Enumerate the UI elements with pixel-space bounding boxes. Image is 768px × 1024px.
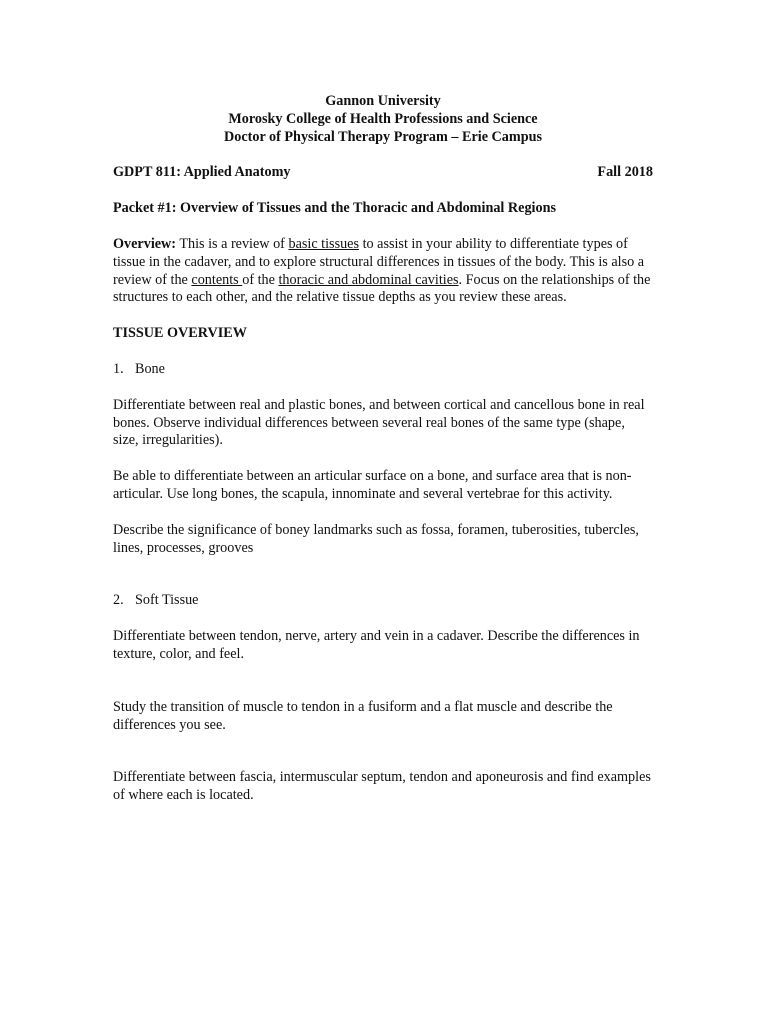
soft-tissue-number: 2. xyxy=(113,592,124,609)
overview-link-cavities: thoracic and abdominal cavities xyxy=(278,271,459,288)
overview-text-1: This is a review of xyxy=(176,235,289,252)
soft-tissue-paragraph-2: Study the transition of muscle to tendon in a fusiform and a flat muscle and describe the differences you see. xyxy=(113,698,613,733)
bone-paragraph-1: Differentiate between real and plastic bones, and between cortical and cancellous bone in real bones. Observe individual differences between several real bones of the same type (shape, size, irregularities). xyxy=(113,396,645,449)
bone-title: Bone xyxy=(135,360,165,377)
overview-text-4: . Focus on the relationships of the structures to each other, and the relative tissue depths as you review these areas. xyxy=(113,271,651,306)
overview-link-contents: contents xyxy=(191,271,243,288)
overview-text-3: of the xyxy=(242,271,279,288)
course-term: Fall 2018 xyxy=(597,164,653,181)
soft-tissue-heading xyxy=(113,592,653,610)
packet-title: Packet #1: Overview of Tissues and the Thoracic and Abdominal Regions xyxy=(113,200,556,217)
course-line xyxy=(113,164,653,182)
college-name: Morosky College of Health Professions and Science xyxy=(228,110,538,127)
bone-number: 1. xyxy=(113,360,124,377)
document-page xyxy=(113,93,653,805)
overview-paragraph xyxy=(113,236,653,307)
soft-tissue-paragraph-3: Differentiate between fascia, intermuscular septum, tendon and aponeurosis and find examples of where each is located. xyxy=(113,769,651,804)
tissue-overview-heading: TISSUE OVERVIEW xyxy=(113,325,247,342)
overview-text-2: to assist in your ability to differentiate types of tissue in the cadaver, and to explore structural differences in tissues of the body. This is also a review of the xyxy=(113,235,645,288)
bone-paragraph-2: Be able to differentiate between an articular surface on a bone, and surface area that is non-articular. Use long bones, the scapula, innominate and several vertebrae for this activity. xyxy=(113,468,632,502)
overview-label: Overview: xyxy=(113,235,177,252)
bone-heading xyxy=(113,361,653,379)
bone-paragraph-3: Describe the significance of boney landmarks such as fossa, foramen, tuberosities, tubercles, lines, processes, grooves xyxy=(113,521,639,556)
document-header xyxy=(113,93,653,146)
university-name: Gannon University xyxy=(325,93,441,109)
program-name: Doctor of Physical Therapy Program – Erie Campus xyxy=(223,128,542,145)
overview-link-basic-tissues: basic tissues xyxy=(288,235,360,252)
soft-tissue-title: Soft Tissue xyxy=(135,592,199,609)
soft-tissue-paragraph-1: Differentiate between tendon, nerve, artery and vein in a cadaver. Describe the differences in texture, color, and feel. xyxy=(113,628,640,662)
course-name: GDPT 811: Applied Anatomy xyxy=(113,164,291,181)
